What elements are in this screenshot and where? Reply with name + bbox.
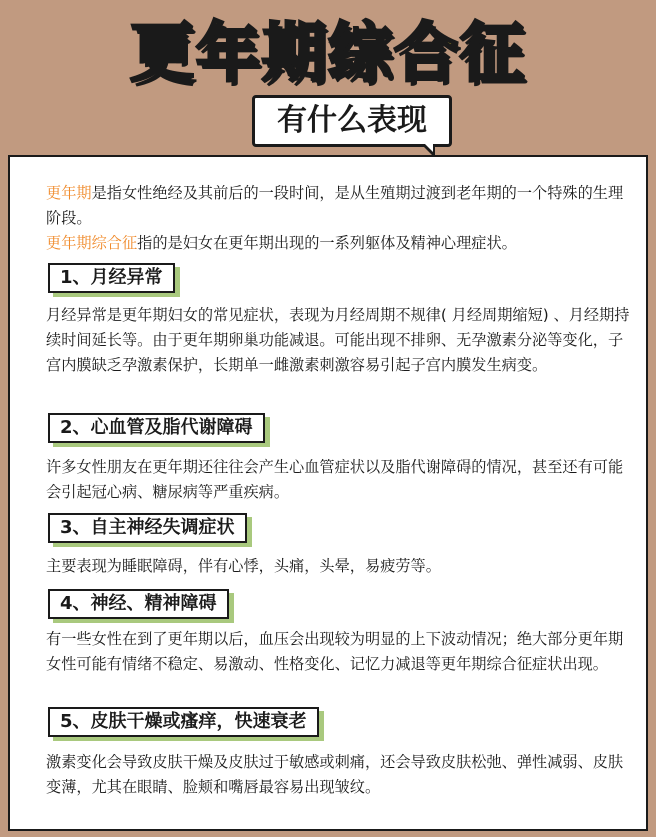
content-card — [8, 155, 648, 831]
intro-term-2: 更年期综合征 — [46, 234, 138, 252]
page-title: 更年期综合征 — [130, 17, 526, 91]
section-body-4: 有一些女性在到了更年期以后，血压会出现较为明显的上下波动情况；绝大部分更年期女性可能有情绪不稳定、易激动、性格变化、记忆力减退等更年期综合征症状出现。 — [46, 630, 624, 673]
page-subtitle: 有什么表现 — [277, 103, 427, 138]
intro-term-1: 更年期 — [46, 184, 92, 202]
intro-text-1: 是指女性绝经及其前后的一段时间，是从生殖期过渡到老年期的一个特殊的生理阶段。 — [46, 184, 624, 227]
section-heading-3: 3、自主神经失调症状 — [48, 513, 247, 543]
intro-text-2: 指的是妇女在更年期出现的一系列躯体及精神心理症状。 — [137, 234, 517, 252]
section-body-2: 许多女性朋友在更年期还往往会产生心血管症状以及脂代谢障碍的情况，甚至还有可能会引起冠心病、糖尿病等严重疾病。 — [46, 458, 624, 501]
section-body-1: 月经异常是更年期妇女的常见症状，表现为月经周期不规律( 月经周期缩短) 、月经期持续时间延长等。由于更年期卵巢功能减退。可能出现不排卵、无孕激素分泌等变化，子宫内膜缺乏孕激素保护，长期单一雌激素刺激容易引起子宫内膜发生病变。 — [46, 306, 630, 374]
bubble-tail-inner — [423, 142, 433, 152]
section-heading-4: 4、神经、精神障碍 — [48, 589, 229, 619]
section-heading-5: 5、皮肤干燥或瘙痒，快速衰老 — [48, 707, 319, 737]
intro-paragraph — [46, 181, 636, 256]
section-body-5: 激素变化会导致皮肤干燥及皮肤过于敏感或刺痛，还会导致皮肤松弛、弹性减弱、皮肤变薄，尤其在眼睛、脸颊和嘴唇最容易出现皱纹。 — [46, 753, 624, 796]
section-body-3: 主要表现为睡眠障碍，伴有心悸，头痛，头晕，易疲劳等。 — [46, 557, 441, 575]
header — [0, 0, 656, 90]
subtitle-bubble — [252, 95, 452, 147]
section-heading-1: 1、月经异常 — [48, 263, 175, 293]
section-heading-2: 2、心血管及脂代谢障碍 — [48, 413, 265, 443]
